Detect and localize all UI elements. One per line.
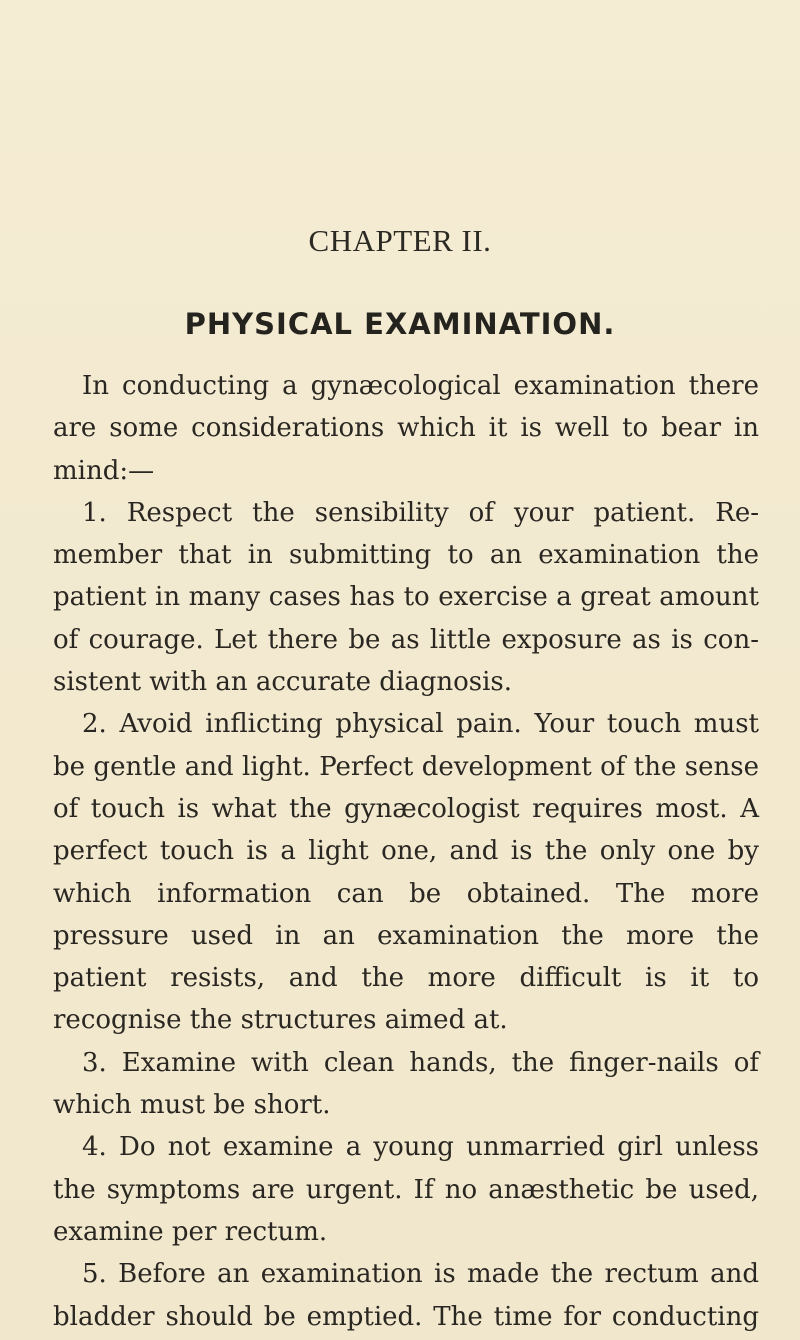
paragraph-rule-1: 1. Respect the sensibility of your patient. Re-member that in submitting to an examination the patient in many cases has to exercise a great amount of courage. Let there be as little exposure as is con-sistent with an accurate diagnosis. bbox=[53, 497, 759, 698]
paragraph-rule-5: 5. Before an examination is made the rectum and bladder should be emptied. The time for conducting bbox=[53, 1259, 759, 1332]
paragraph-intro: In conducting a gynæcological examination there are some considerations which it is well to bear in mind:— bbox=[53, 371, 759, 486]
body-text bbox=[53, 365, 759, 1338]
chapter-heading: CHAPTER II. bbox=[308, 223, 492, 258]
paragraph-rule-2: 2. Avoid inflicting physical pain. Your touch must be gentle and light. Perfect development of the sense of touch is what the gynæcologist requires most. A perfect touch is a light one, and is the only one by which information can be obtained. The more pressure used in an examination the more the patient resists, and the more difficult is it to recognise the structures aimed at. bbox=[53, 709, 759, 1036]
paragraph-rule-3: 3. Examine with clean hands, the finger-nails of which must be short. bbox=[53, 1047, 759, 1121]
section-title: PHYSICAL EXAMINATION. bbox=[184, 307, 616, 341]
paragraph-rule-4: 4. Do not examine a young unmarried girl unless the symptoms are urgent. If no anæsthetic be used, examine per rectum. bbox=[53, 1132, 759, 1247]
